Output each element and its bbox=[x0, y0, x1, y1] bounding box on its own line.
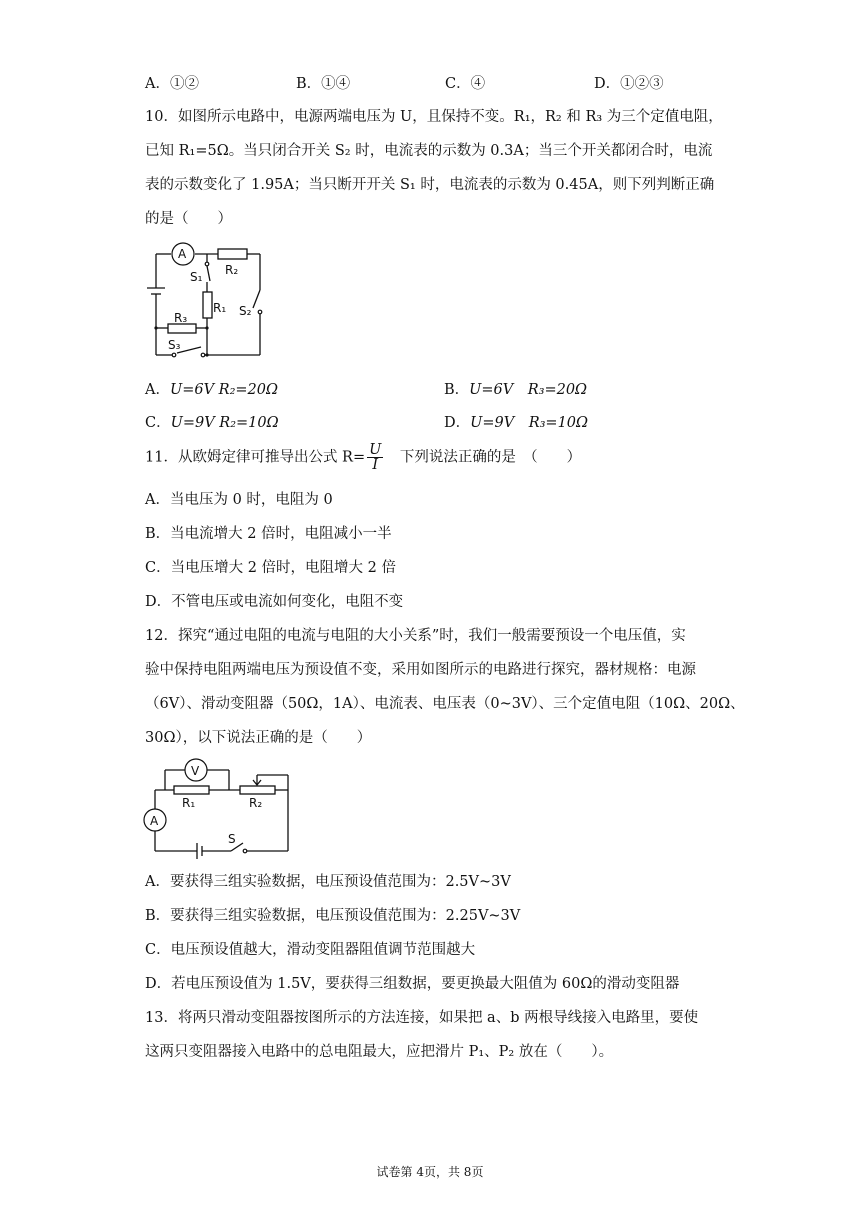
ammeter-label: A bbox=[178, 247, 187, 261]
q12-option-b: B．要获得三组实验数据，电压预设值范围为：2.25V~3V bbox=[145, 908, 521, 924]
r1-label: R₁ bbox=[182, 796, 196, 810]
q11-option-b: B．当电流增大 2 倍时，电阻减小一半 bbox=[145, 526, 392, 542]
switch-label: S bbox=[228, 832, 236, 846]
q12-stem-line: （6V）、滑动变阻器（50Ω，1A）、电流表、电压表（0~3V）、三个定值电阻（10Ω、20Ω、 bbox=[145, 696, 745, 712]
q11-stem-suffix: 下列说法正确的是 （ ） bbox=[399, 449, 582, 466]
q11-option-d: D．不管电压或电流如何变化，电阻不变 bbox=[145, 594, 404, 610]
q12-circuit-diagram bbox=[143, 755, 293, 863]
q9-option-a: A．①② bbox=[145, 76, 199, 92]
q13-stem-line: 13．将两只滑动变阻器按图所示的方法连接，如果把 a、b 两根导线接入电路里，要使 bbox=[145, 1010, 699, 1026]
q10-stem-line: 10．如图所示电路中，电源两端电压为 U，且保持不变。R₁，R₂ 和 R₃ 为三个定值电阻， bbox=[145, 109, 723, 125]
r2-label: R₂ bbox=[249, 796, 263, 810]
r3-label: R₃ bbox=[174, 311, 188, 325]
s3-label: S₃ bbox=[168, 338, 181, 352]
page-footer: 试卷第 4页，共 8页 bbox=[376, 1165, 484, 1179]
s1-label: S₁ bbox=[190, 270, 203, 284]
q11-stem-prefix: 11．从欧姆定律可推导出公式 R= bbox=[145, 449, 366, 466]
q12-option-d: D．若电压预设值为 1.5V，要获得三组数据，要更换最大阻值为 60Ω的滑动变阻器 bbox=[145, 976, 680, 992]
voltmeter-label: V bbox=[191, 764, 200, 778]
q10-stem-line: 的是（ ） bbox=[145, 211, 232, 227]
r2-label: R₂ bbox=[225, 263, 239, 277]
q12-stem-line: 30Ω），以下说法正确的是（ ） bbox=[145, 730, 372, 746]
q9-option-d: D．①②③ bbox=[594, 76, 664, 92]
q11-option-c: C．当电压增大 2 倍时，电阻增大 2 倍 bbox=[145, 560, 396, 576]
q13-stem-line: 这两只变阻器接入电路中的总电阻最大，应把滑片 P₁、P₂ 放在（ ）。 bbox=[145, 1044, 614, 1060]
r1-label: R₁ bbox=[213, 301, 227, 315]
q12-option-c: C．电压预设值越大，滑动变阻器阻值调节范围越大 bbox=[145, 942, 476, 958]
q9-option-b: B．①④ bbox=[296, 76, 351, 92]
ammeter-label: A bbox=[150, 814, 159, 828]
q10-stem-line: 表的示数变化了 1.95A；当只断开开关 S₁ 时，电流表的示数为 0.45A，则下列判断正确 bbox=[145, 177, 715, 193]
q10-stem-line: 已知 R₁=5Ω。当只闭合开关 S₂ 时，电流表的示数为 0.3A；当三个开关都闭合时，电流 bbox=[145, 143, 713, 159]
q12-stem-line: 12．探究“通过电阻的电流与电阻的大小关系”时，我们一般需要预设一个电压值，实 bbox=[145, 628, 686, 644]
s2-label: S₂ bbox=[239, 304, 252, 318]
q10-option-a: A．U=6V R₂=20Ω bbox=[145, 382, 279, 398]
q10-option-d: D．U=9V R₃=10Ω bbox=[444, 415, 589, 431]
q10-circuit-diagram bbox=[143, 240, 273, 365]
q12-option-a: A．要获得三组实验数据，电压预设值范围为：2.5V~3V bbox=[145, 874, 511, 890]
formula-fraction: $\frac{U}{I}$ bbox=[369, 442, 382, 473]
q9-option-c: C．④ bbox=[445, 76, 486, 92]
q10-option-b: B．U=6V R₃=20Ω bbox=[444, 382, 588, 398]
q12-stem-line: 验中保持电阻两端电压为预设值不变，采用如图所示的电路进行探究，器材规格：电源 bbox=[145, 662, 696, 678]
q11-stem bbox=[145, 443, 581, 472]
q10-option-c: C．U=9V R₂=10Ω bbox=[145, 415, 279, 431]
q11-option-a: A．当电压为 0 时，电阻为 0 bbox=[145, 492, 333, 508]
